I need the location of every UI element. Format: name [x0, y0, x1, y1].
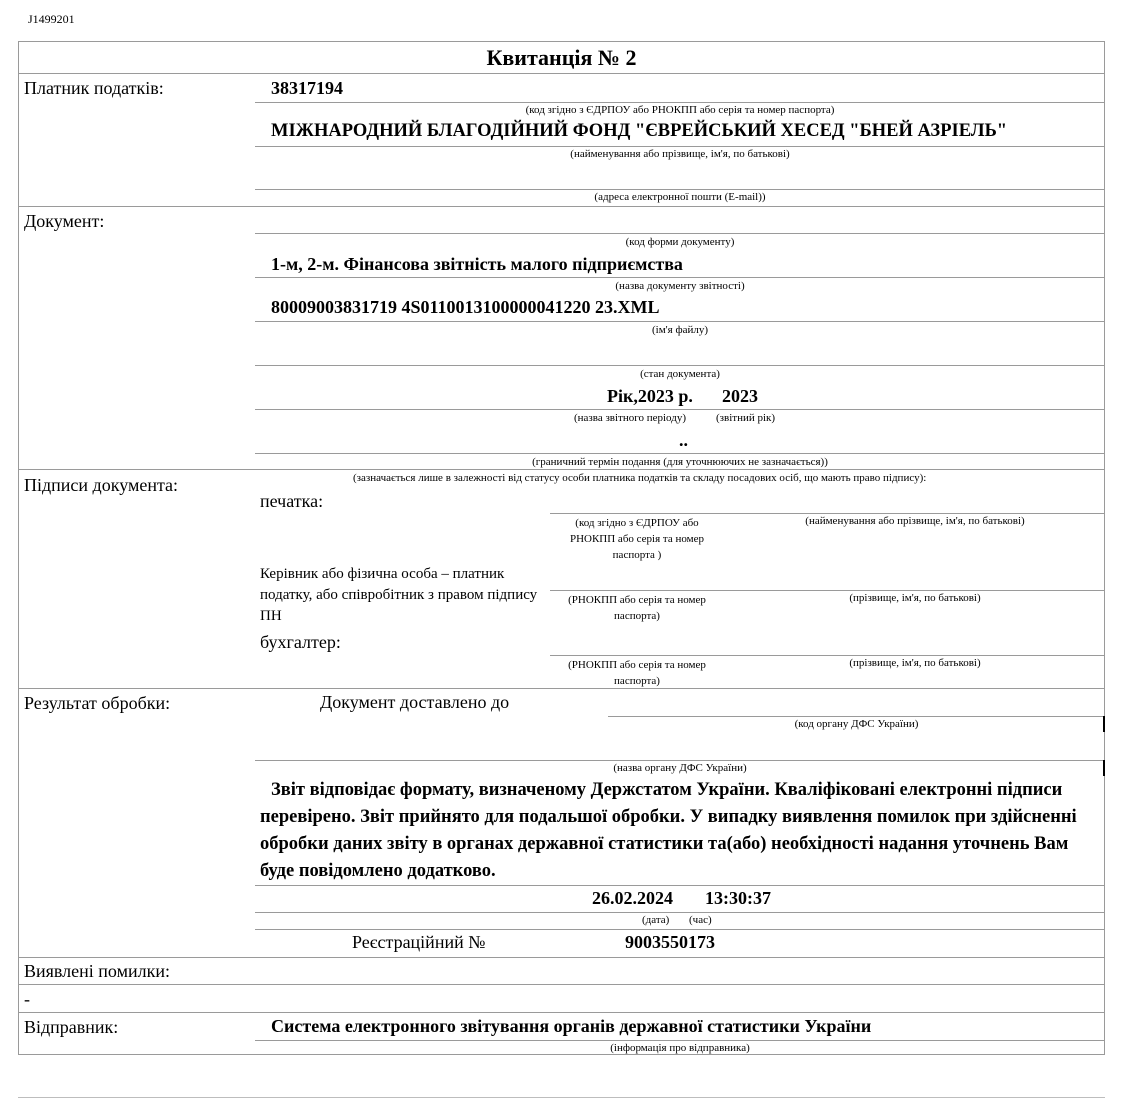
seal-label: печатка:: [260, 491, 324, 511]
result-time: 13:30:37: [705, 888, 771, 908]
payer-code: 38317194: [271, 78, 343, 98]
rule: [255, 321, 1105, 322]
head-code-caption: (РНОКПП або серія та номер паспорта): [568, 594, 706, 622]
head-name-caption: (прізвище, ім'я, по батькові): [849, 592, 981, 604]
rule: [255, 885, 1105, 886]
rule: [255, 409, 1105, 410]
sender-label: Відправник:: [24, 1017, 119, 1037]
section-divider: [18, 469, 1105, 470]
rule: [608, 716, 1105, 717]
rule: [550, 590, 1105, 591]
form-code: J1499201: [28, 12, 75, 26]
time-caption: (час): [689, 914, 712, 926]
authority-code-caption: (код органу ДФС України): [794, 718, 919, 730]
payer-name: МІЖНАРОДНИЙ БЛАГОДІЙНИЙ ФОНД "ЄВРЕЙСЬКИЙ ХЕСЕД "БНЕЙ АЗРІЕЛЬ": [271, 121, 1008, 141]
result-date: 26.02.2024: [592, 888, 673, 908]
reg-number: 9003550173: [625, 932, 715, 952]
signatures-label: Підписи документа:: [24, 475, 179, 495]
section-divider: [18, 1012, 1105, 1013]
payer-email-caption: (адреса електронної пошти (E-mail)): [594, 191, 766, 203]
rule: [255, 146, 1105, 147]
report-name: 1-м, 2-м. Фінансова звітність малого підприємства: [271, 254, 683, 274]
file-name: 80009003831719 4S0110013100000041220 23.XML: [271, 297, 660, 317]
period-caption: (назва звітного періоду): [574, 412, 687, 424]
payer-code-caption: (код згідно з ЄДРПОУ або РНОКПП або серія та номер паспорта): [525, 104, 835, 116]
year-caption: (звітний рік): [716, 412, 776, 424]
rule: [255, 929, 1105, 930]
report-year: 2023: [722, 386, 758, 406]
delivered-label: Документ доставлено до: [320, 692, 510, 712]
head-label: Керівник або фізична особа – платник податку, або співробітник з правом підпису ПН: [260, 566, 538, 624]
section-divider: [18, 206, 1105, 207]
seal-name-caption: (найменування або прізвище, ім'я, по батькові): [805, 515, 1025, 527]
payer-label: Платник податків:: [24, 78, 164, 98]
authority-name-caption: (назва органу ДФС України): [613, 762, 747, 774]
rule: [255, 912, 1105, 913]
form-code-caption: (код форми документу): [625, 236, 735, 248]
rule: [550, 513, 1105, 514]
deadline: ..: [679, 430, 688, 450]
payer-name-caption: (найменування або прізвище, ім'я, по батькові): [570, 148, 790, 160]
rule: [255, 1040, 1105, 1041]
acc-code-caption: (РНОКПП або серія та номер паспорта): [568, 659, 706, 687]
errors-value: -: [24, 989, 30, 1009]
deadline-caption: (граничний термін подання (для уточнюючих не зазначається)): [532, 456, 828, 468]
sender-caption: (інформація про відправника): [610, 1042, 750, 1054]
rule: [255, 760, 1105, 761]
report-name-caption: (назва документу звітності): [615, 280, 745, 292]
sender-value: Система електронного звітування органів державної статистики України: [271, 1016, 872, 1036]
report-period: Рік,2023 р.: [607, 386, 693, 406]
accountant-label: бухгалтер:: [260, 632, 341, 652]
rule: [255, 453, 1105, 454]
date-caption: (дата): [642, 914, 670, 926]
title-divider: [18, 73, 1105, 74]
signatures-caption: (зазначається лише в залежності від статусу особи платника податків та складу посадових осіб, що мають право підпису):: [353, 472, 927, 484]
errors-label: Виявлені помилки:: [24, 961, 170, 981]
rule: [550, 655, 1105, 656]
section-divider: [18, 957, 1105, 958]
seal-code-caption: (код згідно з ЄДРПОУ або РНОКПП або серія та номер паспорта ): [569, 517, 705, 561]
rule: [255, 189, 1105, 190]
file-name-caption: (ім'я файлу): [651, 324, 709, 336]
rule: [255, 233, 1105, 234]
page-bottom-rule: [18, 1097, 1105, 1098]
section-divider: [18, 984, 1105, 985]
state-caption: (стан документа): [640, 368, 720, 380]
rule: [255, 365, 1105, 366]
rule: [255, 102, 1105, 103]
acc-name-caption: (прізвище, ім'я, по батькові): [849, 657, 981, 669]
rule: [255, 277, 1105, 278]
document-label: Документ:: [24, 211, 105, 231]
reg-label: Реєстраційний №: [352, 932, 486, 952]
result-message: Звіт відповідає формату, визначеному Держстатом України. Кваліфіковані електронні підписи перевірено. Звіт прийнято для подальшої обробки. У випадку виявлення помилок при здійсненні обробки даних звіту в органах державної статистики та(або) необхідності надання уточнень Вам буде повідомлено додатково.: [260, 780, 1077, 881]
result-label: Результат обробки:: [24, 693, 171, 713]
receipt-title: Квитанція № 2: [486, 45, 637, 70]
